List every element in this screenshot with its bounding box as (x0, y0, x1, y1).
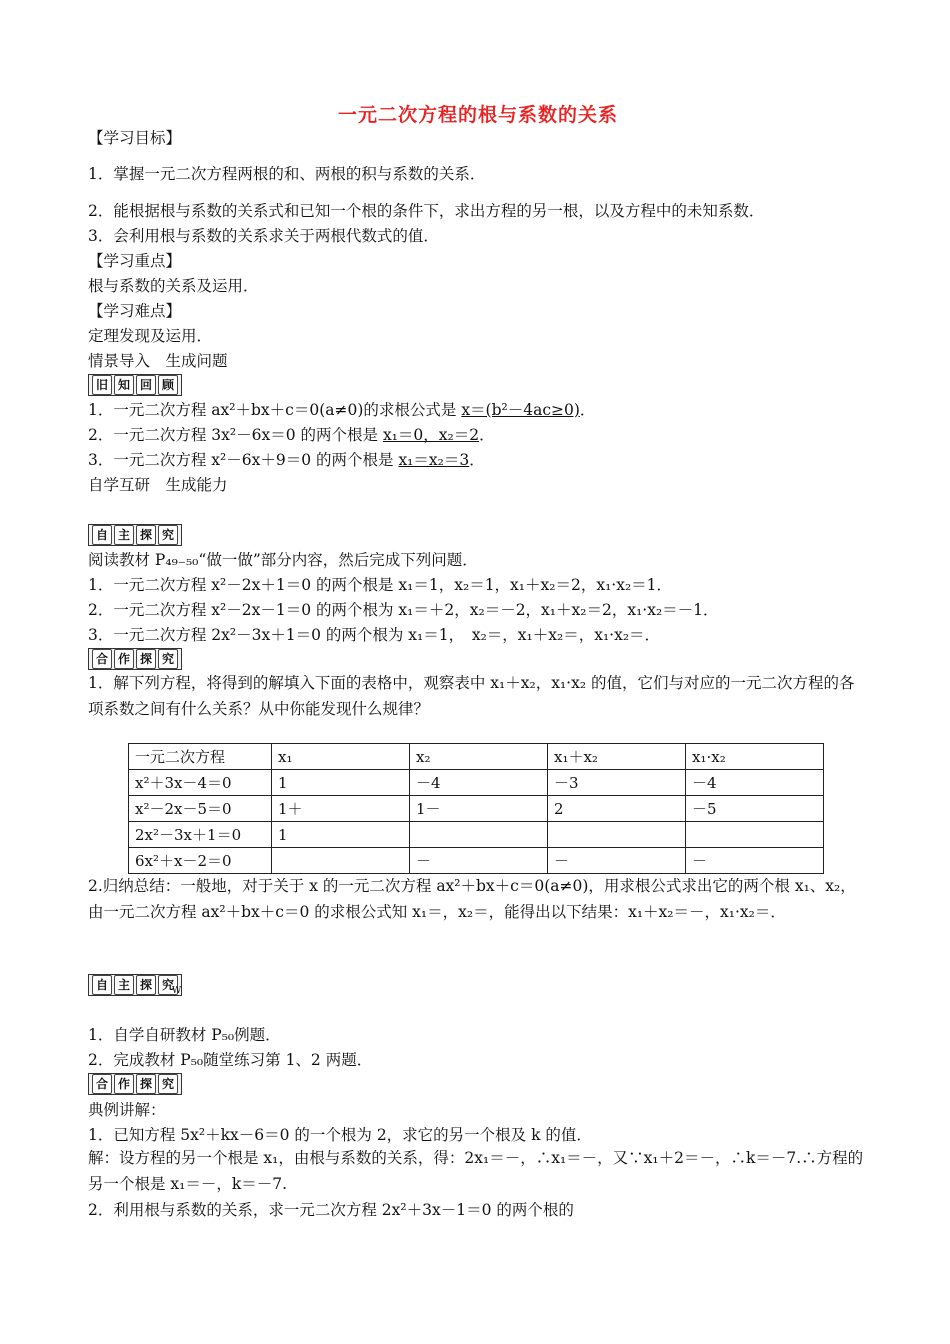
badge-char: 探 (136, 1074, 156, 1094)
table-header: 一元二次方程 (129, 744, 272, 770)
badge-char: 作 (114, 1074, 134, 1094)
table-cell: 1＋ (272, 796, 410, 822)
example-2: 2．利用根与系数的关系，求一元二次方程 2x²＋3x－1＝0 的两个根的 (88, 1201, 574, 1219)
table-cell: 2 (548, 796, 686, 822)
badge-coop-explore-2 (88, 1073, 182, 1095)
summary-text: 2.归纳总结：一般地，对于关于 x 的一元二次方程 ax²＋bx＋c＝0(a≠0)，用求根公式求出它的两个根 x₁、x₂，由一元二次方程 ax²＋bx＋c＝0 的求根公式知 x₁＝，x₂＝，能得出以下结果：x₁＋x₂＝－，x₁·x₂＝． (88, 877, 856, 921)
goal-2: 2．能根据根与系数的关系式和已知一个根的条件下，求出方程的另一根，以及方程中的未知系数． (88, 202, 765, 220)
section-self-study: 自学互研 生成能力 (88, 476, 228, 494)
badge-self-explore-2 (88, 974, 182, 996)
review-q1-end: ． (579, 401, 596, 419)
table-header: x₁ (272, 744, 410, 770)
table-row (129, 770, 824, 796)
self-intro: 阅读教材 P₄₉₋₅₀“做一做”部分内容，然后完成下列问题． (88, 551, 478, 569)
table-cell: －5 (686, 796, 824, 822)
badge-char: 合 (92, 1074, 112, 1094)
table-cell (272, 848, 410, 874)
badge-char: 旧 (92, 375, 112, 395)
badge-char: 探 (136, 525, 156, 545)
badge-char: 究 (158, 1074, 178, 1094)
table-row (129, 796, 824, 822)
table-cell: － (548, 848, 686, 874)
badge-char: 作 (114, 649, 134, 669)
table-header: x₁＋x₂ (548, 744, 686, 770)
table-cell: 2x²－3x＋1＝0 (129, 822, 272, 848)
badge-char: 知 (114, 375, 134, 395)
example-1: 1．已知方程 5x²＋kx－6＝0 的一个根为 2，求它的另一个根及 k 的值． (88, 1126, 592, 1144)
review-q2-text: 2．一元二次方程 3x²－6x＝0 的两个根是 (88, 426, 383, 444)
page-title: 一元二次方程的根与系数的关系 (337, 104, 618, 126)
self-q1: 1．一元二次方程 x²－2x＋1＝0 的两个根是 x₁＝1，x₂＝1，x₁＋x₂＝2，x₁·x₂＝1． (88, 576, 673, 594)
table-cell: 6x²＋x－2＝0 (129, 848, 272, 874)
badge-char: 自 (92, 975, 112, 995)
table-row (129, 822, 824, 848)
table-cell (686, 822, 824, 848)
review-q3 (88, 449, 485, 471)
badge-char: 探 (136, 649, 156, 669)
badge-char: 探 (136, 975, 156, 995)
badge-char: 究 (158, 649, 178, 669)
key-text: 根与系数的关系及运用． (88, 277, 259, 295)
goal-3: 3．会利用根与系数的关系求关于两根代数式的值． (88, 227, 439, 245)
badge-char: 自 (92, 525, 112, 545)
badge-char: 主 (114, 975, 134, 995)
review-q1-answer: x＝(b²－4ac≥0) (461, 401, 580, 419)
table-cell: －3 (548, 770, 686, 796)
table-cell: x²－2x－5＝0 (129, 796, 272, 822)
badge-char: 主 (114, 525, 134, 545)
badge-self-explore (88, 524, 182, 546)
review-q3-end: ． (469, 451, 485, 469)
self2-q1: 1．自学自研教材 P₅₀例题． (88, 1026, 281, 1044)
self-q3: 3．一元二次方程 2x²－3x＋1＝0 的两个根为 x₁＝1， x₂＝，x₁＋x₂＝，x₁·x₂＝． (88, 626, 661, 644)
badge-review (88, 374, 182, 396)
coop-q1: 1．解下列方程，将得到的解填入下面的表格中，观察表中 x₁＋x₂，x₁·x₂ 的值，它们与对应的一元二次方程的各项系数之间有什么关系？从中你能发现什么规律？ (88, 674, 855, 718)
review-q1 (88, 399, 595, 421)
table-cell: 1－ (410, 796, 548, 822)
review-q2-answer: x₁＝0，x₂＝2 (382, 426, 480, 444)
review-q2-end: ． (479, 426, 495, 444)
review-q3-answer: x₁＝x₂＝3 (398, 451, 470, 469)
review-q2 (88, 424, 495, 446)
goals-heading: 【学习目标】 (88, 129, 182, 147)
badge-char: 究 (158, 525, 178, 545)
table-cell (548, 822, 686, 848)
badge-char: 回 (136, 375, 156, 395)
review-q3-text: 3．一元二次方程 x²－6x＋9＝0 的两个根是 (88, 451, 399, 469)
review-q1-text: 1．一元二次方程 ax²＋bx＋c＝0(a≠0)的求根公式是 (88, 401, 462, 419)
table-cell: x²＋3x－4＝0 (129, 770, 272, 796)
badge-char: 究 (158, 975, 178, 995)
badge-char: 合 (92, 649, 112, 669)
section-intro: 情景导入 生成问题 (88, 352, 228, 370)
badge-coop-explore (88, 648, 182, 670)
table-cell: －4 (410, 770, 548, 796)
goal-1: 1．掌握一元二次方程两根的和、两根的积与系数的关系． (88, 165, 486, 183)
difficulty-text: 定理发现及运用． (88, 327, 213, 345)
table-cell: 1 (272, 770, 410, 796)
badge-suffix: W (172, 986, 182, 996)
self2-q2: 2．完成教材 P₅₀随堂练习第 1、2 两题． (88, 1051, 373, 1069)
difficulty-heading: 【学习难点】 (88, 302, 182, 320)
table-header: x₂ (410, 744, 548, 770)
table-header: x₁·x₂ (686, 744, 824, 770)
roots-table (128, 743, 824, 874)
badge-char: 顾 (158, 375, 178, 395)
table-cell: －4 (686, 770, 824, 796)
table-header-row (129, 744, 824, 770)
example-1-solution: 解：设方程的另一个根是 x₁，由根与系数的关系，得：2x₁＝－，∴x₁＝－，又∵x₁＋2＝－，∴k＝－7.∴方程的另一个根是 x₁＝－，k＝－7. (88, 1149, 864, 1193)
table-cell (410, 822, 548, 848)
table-row (129, 848, 824, 874)
table-cell: － (686, 848, 824, 874)
table-cell: 1 (272, 822, 410, 848)
examples-heading: 典例讲解： (88, 1101, 166, 1119)
table-cell: － (410, 848, 548, 874)
key-heading: 【学习重点】 (88, 252, 182, 270)
self-q2: 2．一元二次方程 x²－2x－1＝0 的两个根为 x₁＝＋2，x₂＝－2，x₁＋x₂＝2，x₁·x₂＝－1． (88, 601, 719, 619)
